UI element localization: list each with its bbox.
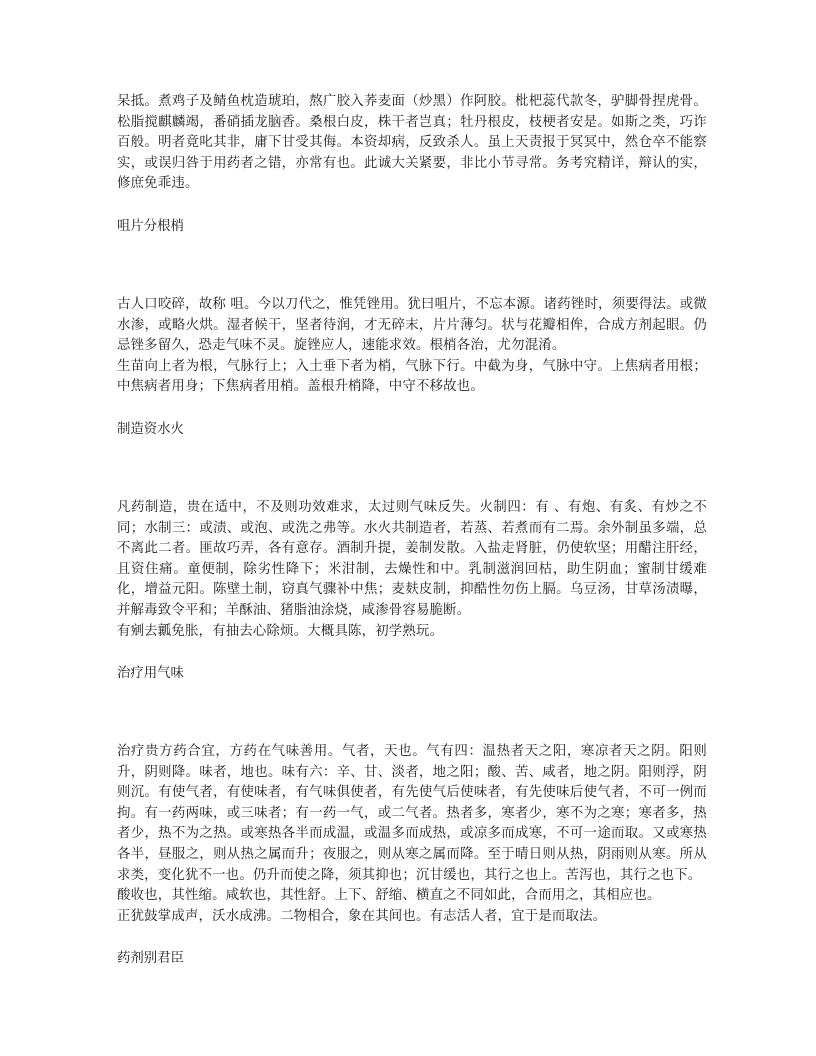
section-heading-treatment: 治疗用气味 (117, 666, 184, 682)
paragraph-slicing-2: 生苗向上者为根，气脉行上；入土垂下者为梢，气脉下行。中截为身，气脉中守。上焦病者用根；中焦病者用身；下焦病者用梢。盖根升梢降，中守不移故也。 (117, 358, 707, 395)
paragraph-slicing-1: 古人口咬碎，故称 咀。今以刀代之，惟凭锉用。犹曰咀片，不忘本源。诸药锉时，须要得法。或微水渗，或略火烘。湿者候干，坚者待润，才无碎末，片片薄匀。状与花瓣相侔，合成方剂起眼。仍忌锉多留久，恐走气味不灵。旋锉应人，速能求效。根梢各治，尤勿混淆。 (117, 296, 707, 354)
paragraph-processing-1: 凡药制造，贵在适中，不及则功效难求，太过则气味反失。火制四：有 、有炮、有炙、有炒之不同；水制三：或渍、或泡、或洗之弗等。水火共制造者，若蒸、若煮而有二焉。余外制虽多端，总不离此二者。匪故巧弄，各有意存。酒制升提，姜制发散。入盐走肾脏，仍使软坚；用醋注肝经，且资住痛。童便制，除劣性降下；米泔制，去燥性和中。乳制滋润回枯，助生阴血；蜜制甘缓难化，增益元阳。陈壁土制，窃真气骤补中焦；麦麸皮制，抑酷性勿伤上膈。乌豆汤，甘草汤渍曝，并解毒致令平和；羊酥油、猪脂油涂烧，咸渗骨容易脆断。 (117, 499, 707, 618)
section-heading-slicing: 咀片分根梢 (117, 218, 184, 234)
section-heading-formula: 药剂别君臣 (117, 951, 184, 967)
paragraph-processing-2: 有剜去瓤免胀，有抽去心除烦。大概具陈，初学熟玩。 (117, 623, 444, 639)
section-heading-processing: 制造资水火 (117, 421, 184, 437)
document-page (117, 92, 707, 969)
paragraph-treatment-2: 酸收也，其性缩。咸软也，其性舒。上下、舒缩、横直之不同如此，合而用之，其相应也。 (117, 888, 661, 904)
paragraph-treatment-1: 治疗贵方药合宜，方药在气味善用。气者，天也。气有四：温热者天之阳，寒凉者天之阴。阳则升，阴则降。味者，地也。味有六：辛、甘、淡者，地之阳；酸、苦、咸者，地之阴。阳则浮，阴则沉。有使气者，有使味者，有气味俱使者，有先使气后使味者，有先使味后使气者，不可一例而拘。有一药两味，或三味者；有一药一气，或二气者。热者多，寒者少，寒不为之寒；寒者多，热者少，热不为之热。或寒热各半而成温，或温多而成热，或凉多而成寒，不可一途而取。又或寒热各半，昼服之，则从热之属而升；夜服之，则从寒之属而降。至于晴日则从热，阴雨则从寒。所从求类，变化犹不一也。仍升而使之降，须其抑也；沉甘缓也，其行之也上。苦泻也，其行之也下。 (117, 744, 707, 883)
paragraph-treatment-3: 正犹鼓掌成声，沃水成沸。二物相合，象在其间也。有志活人者，宜于是而取法。 (117, 908, 607, 924)
paragraph-intro: 呆抵。煮鸡子及鲭鱼枕造琥珀，熬广胶入荞麦面（炒黑）作阿胶。枇杷蕊代款冬，驴脚骨捏虎骨。松脂搅麒麟竭，番硝插龙脑香。桑根白皮，株干者岂真；牡丹根皮，枝梗者安是。如斯之类，巧诈百般。明者竟叱其非，庸下甘受其侮。本资却病，反致杀人。虽上天责报于冥冥中，然仓卒不能察实，或误归咎于用药者之错，亦常有也。此诚大关紧要，非比小节寻常。务考究精详，辩认的实，修庶免乖违。 (117, 94, 707, 192)
